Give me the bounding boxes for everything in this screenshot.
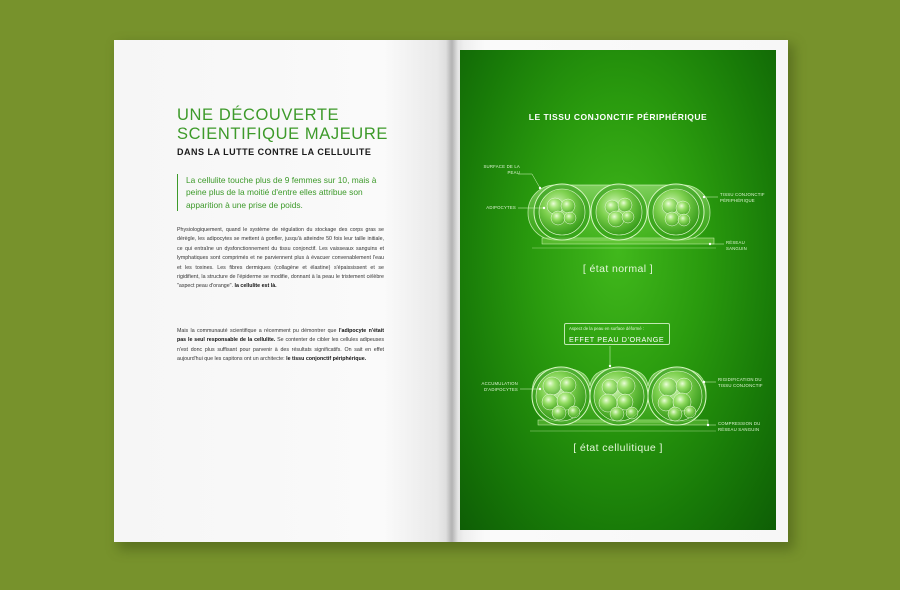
diagram-title: LE TISSU CONJONCTIF PÉRIPHÉRIQUE: [528, 112, 708, 122]
tissue-diagram: [460, 50, 776, 530]
intro-quote: La cellulite touche plus de 9 femmes sur 10, mais à peine plus de la moitié d'entre elles attribue son apparition à une prise de poids.: [177, 174, 384, 211]
label-reseau-sanguin: RÉSEAU SANGUIN: [726, 240, 747, 251]
state-cellulite-label: [ état cellulitique ]: [573, 442, 663, 454]
cellulite-cell-2: [590, 367, 648, 425]
cellulite-state-diagram: [520, 346, 716, 431]
normal-cell-3: [648, 184, 704, 240]
paragraph-2-text-b: Se contenter de cibler les cellules adipeuses n'est donc plus suffisant pour parvenir à des résultats significatifs. On sait en effet aujourd'hui que les capitons ont un architecte:: [177, 337, 384, 363]
state-normal-label: [ état normal ]: [582, 263, 654, 275]
callout-box: [564, 323, 670, 345]
normal-cell-2: [591, 184, 647, 240]
callout-small-text: Aspect de la peau en surface déformé :: [569, 326, 645, 331]
book-gutter: [446, 40, 458, 542]
callout-big-text: EFFET PEAU D'ORANGE: [569, 335, 665, 344]
paragraph-2-bold-2: le tissu conjonctif périphérique.: [286, 356, 367, 363]
normal-state-diagram: [518, 174, 724, 248]
label-compression: COMPRESSION DU RÉSEAU SANGUIN: [718, 421, 761, 432]
paragraph-1-bold: la cellulite est là.: [234, 283, 277, 290]
paragraph-1-text: Physiologiquement, quand le système de régulation du stockage des corps gras se dérègle, les adipocytes se mettent à gonfler, jusqu'à atteindre 50 fois leur taille initiale, ce qui entraîne un dysfonctionnement du tissu conjonctif. Les vaisseaux sanguins et lymphatiques sont comprimés et ne parviennent plus à évacuer convenablement l'eau et les toxines. Les fibres dermiques (collagène et élastine) s'épaississent et se rigidifient, la structure de l'épiderme se modifie, donnant à la peau le tristement célèbre "aspect peau d'orange".: [177, 227, 384, 290]
body-paragraph-1: [177, 226, 384, 292]
cellulite-cell-3: [648, 367, 706, 425]
label-adipocytes: ADIPOCYTES: [486, 205, 516, 210]
label-tissu-conjonctif: TISSU CONJONCTIF PÉRIPHÉRIQUE: [720, 192, 765, 203]
paragraph-2-text-a: Mais la communauté scientifique a récemment pu démontrer que: [177, 328, 337, 334]
label-accumulation: ACCUMULATION D'ADIPOCYTES: [481, 381, 518, 392]
label-surface-peau: SURFACE DE LA PEAU: [483, 164, 520, 175]
label-rigidification: RIGIDIFICATION DU TISSU CONJONCTIF: [718, 377, 763, 388]
page-subtitle: DANS LA LUTTE CONTRE LA CELLULITE: [177, 147, 372, 157]
normal-cell-1: [534, 184, 590, 240]
diagram-panel: [460, 50, 776, 530]
page-title: UNE DÉCOUVERTE SCIENTIFIQUE MAJEURE: [177, 106, 388, 143]
left-page: [114, 40, 451, 542]
body-paragraph-2: [177, 327, 384, 365]
paragraph-2-bold-1: l'adipocyte n'était pas le seul responsable de la cellulite.: [177, 328, 384, 344]
cellulite-cell-1: [532, 367, 590, 425]
